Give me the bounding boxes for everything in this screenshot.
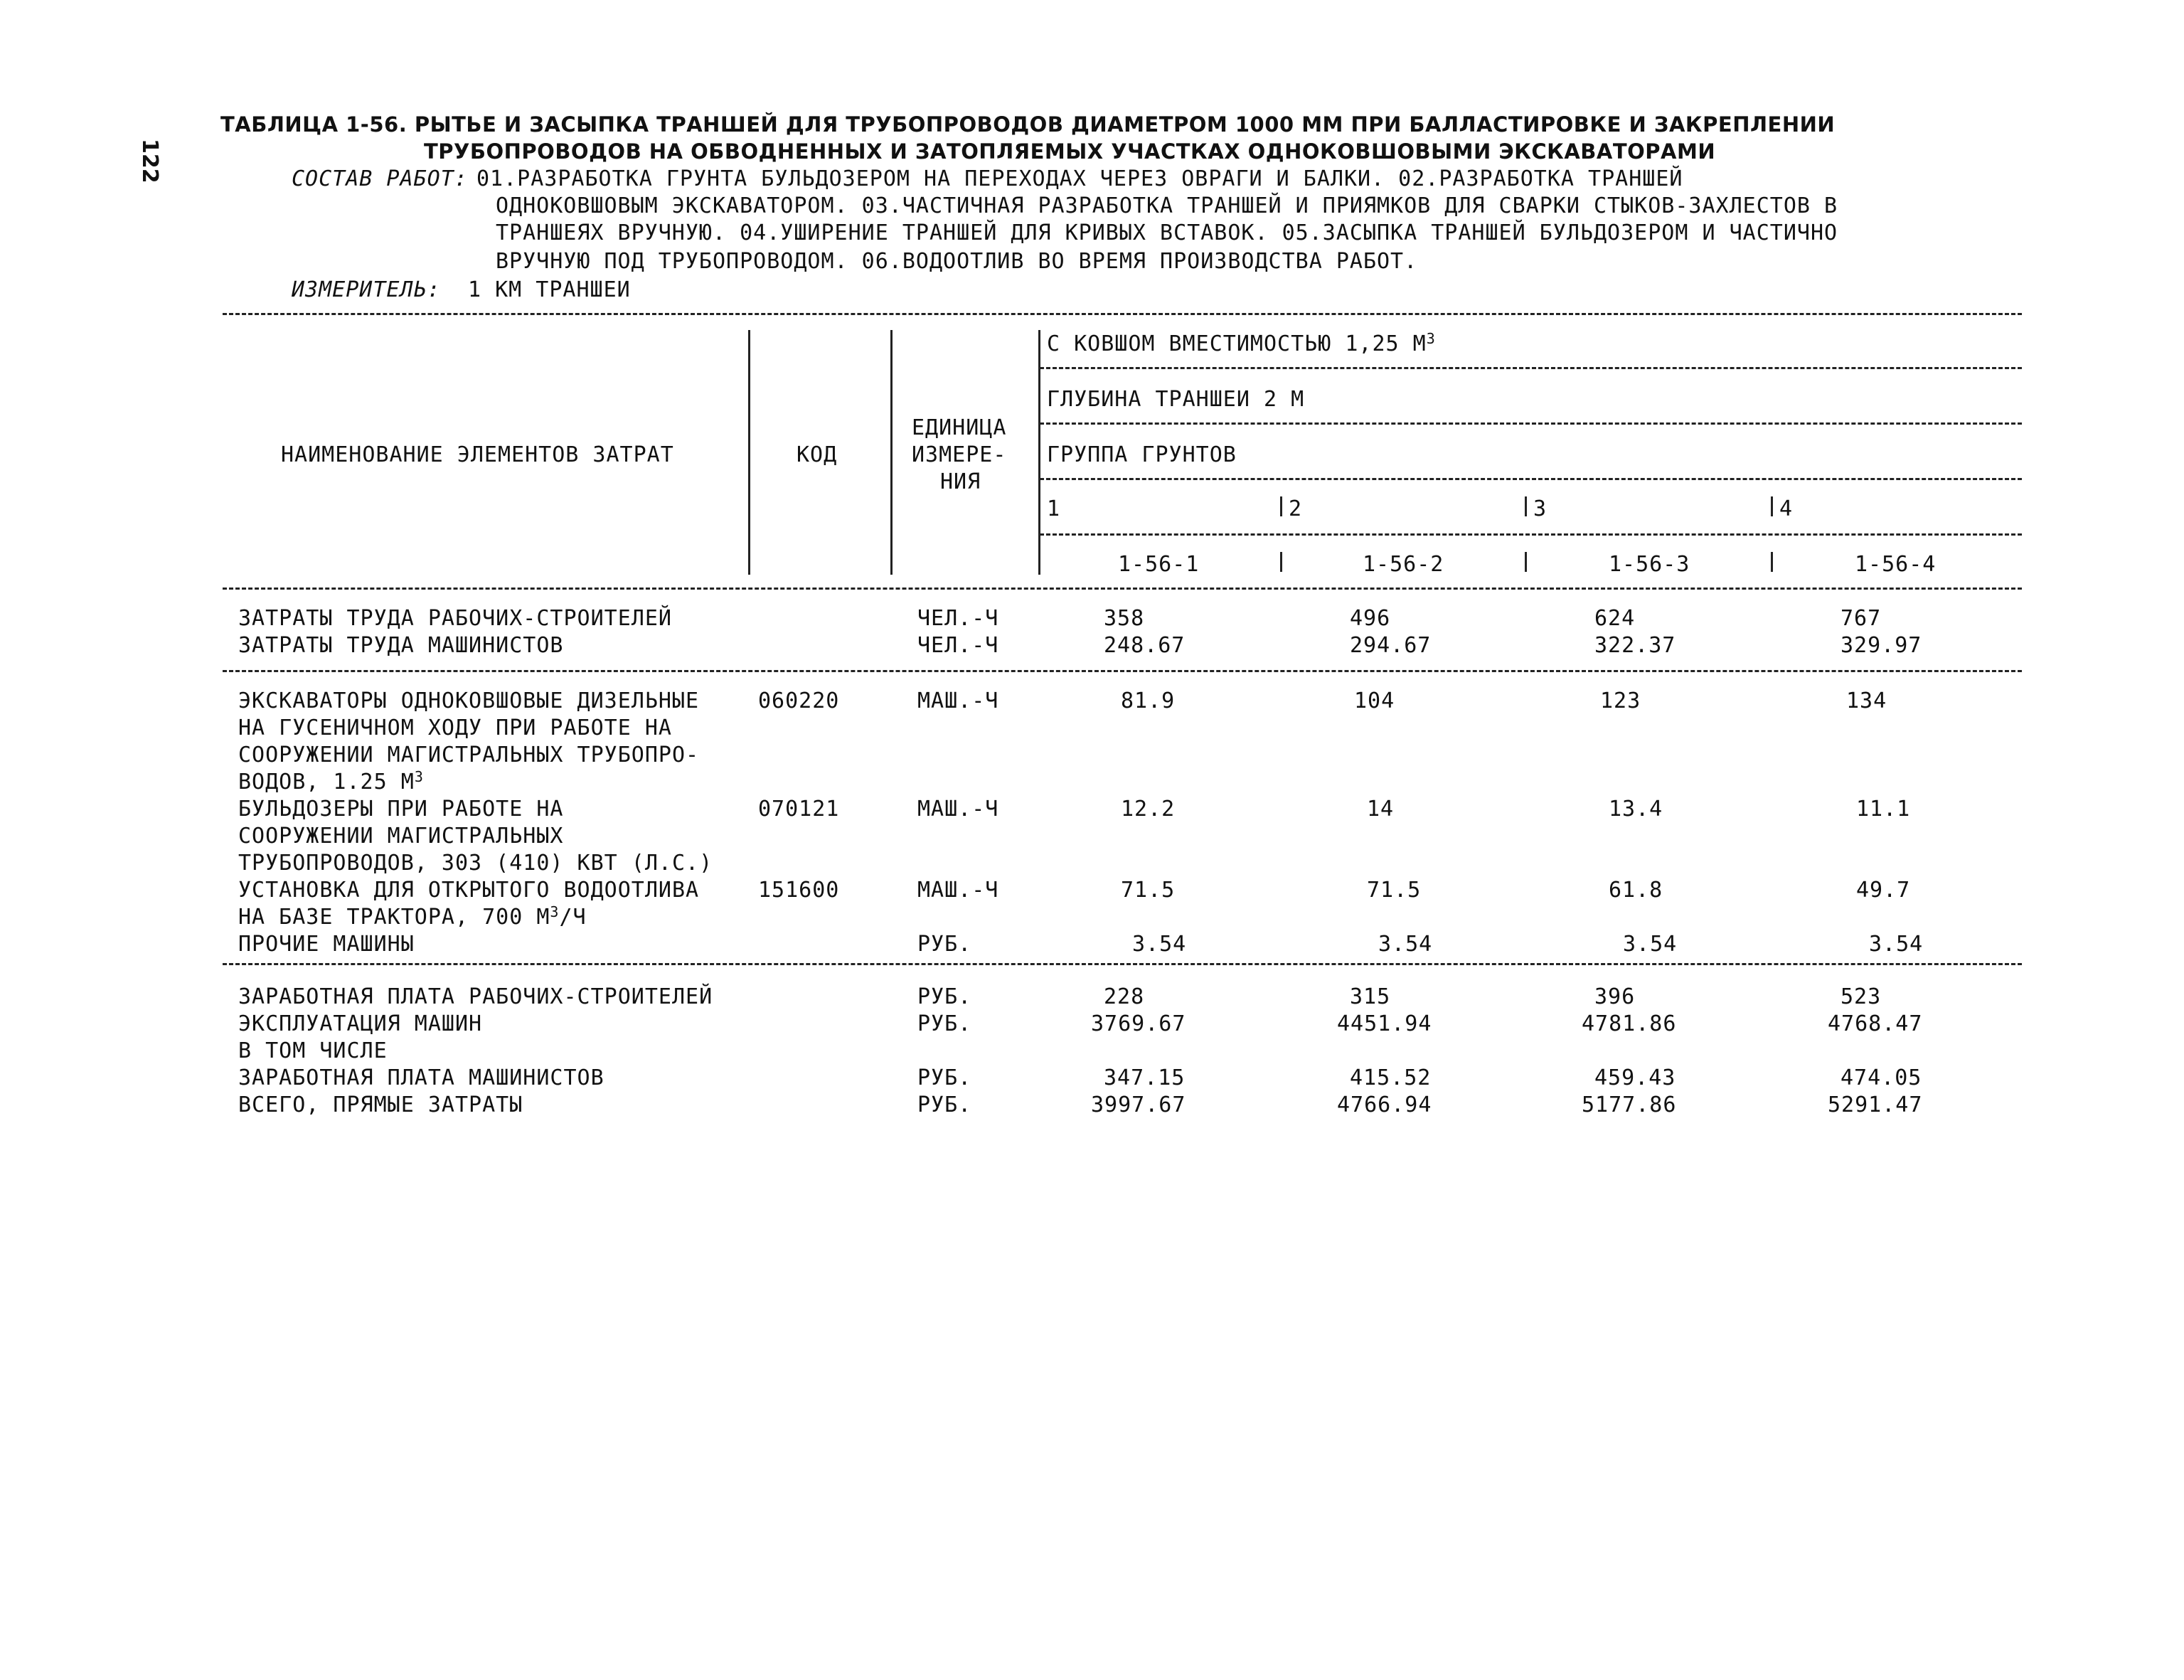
rule-header-bottom (223, 588, 2022, 590)
header-soil-group: ГРУППА ГРУНТОВ (1047, 442, 1237, 467)
cell-value: 4781.86 (1582, 1011, 1677, 1036)
cell-value: 71.5 (1367, 878, 1422, 903)
composition-line: ВРУЧНУЮ ПОД ТРУБОПРОВОДОМ. 06.ВОДООТЛИВ ВО ВРЕМЯ ПРОИЗВОДСТВА РАБОТ. (496, 249, 1418, 274)
row-unit: РУБ. (917, 984, 972, 1009)
group-number: 1 (1047, 496, 1061, 521)
cell-value: 14 (1367, 797, 1395, 822)
group-divider (1771, 496, 1773, 516)
composition-line: 01.РАЗРАБОТКА ГРУНТА БУЛЬДОЗЕРОМ НА ПЕРЕХОДАХ ЧЕРЕЗ ОВРАГИ И БАЛКИ. 02.РАЗРАБОТКА ТРАНШЕЙ (476, 166, 1683, 191)
row-code: 151600 (758, 878, 840, 903)
cell-value: 329.97 (1841, 633, 1922, 658)
row-name: ПРОЧИЕ МАШИНЫ (238, 932, 415, 957)
rule-section (223, 963, 2022, 965)
row-code: 070121 (758, 797, 840, 822)
composition-line: ОДНОКОВШОВЫМ ЭКСКАВАТОРОМ. 03.ЧАСТИЧНАЯ РАЗРАБОТКА ТРАНШЕЙ И ПРИЯМКОВ ДЛЯ СВАРКИ СТЫКОВ-ЗАХЛЕСТОВ В (496, 193, 1838, 218)
column-code: 1-56-2 (1363, 552, 1444, 577)
cell-value: 13.4 (1609, 797, 1663, 822)
composition-label: СОСТАВ РАБОТ: (292, 166, 468, 191)
row-name: В ТОМ ЧИСЛЕ (238, 1038, 388, 1063)
column-code: 1-56-3 (1609, 552, 1690, 577)
cell-value: 3.54 (1378, 932, 1433, 957)
row-name: ТРУБОПРОВОДОВ, 303 (410) КВТ (Л.С.) (238, 851, 713, 876)
code-divider (1771, 552, 1773, 572)
row-name: ЭКСКАВАТОРЫ ОДНОКОВШОВЫЕ ДИЗЕЛЬНЫЕ (238, 689, 700, 713)
row-unit: МАШ.-Ч (917, 689, 999, 713)
row-unit: ЧЕЛ.-Ч (917, 633, 999, 658)
measure-label: ИЗМЕРИТЕЛЬ: (292, 277, 441, 302)
rule-section (223, 670, 2022, 672)
cell-value: 11.1 (1856, 797, 1911, 822)
cell-value: 4766.94 (1337, 1092, 1432, 1117)
cell-value: 624 (1594, 606, 1636, 631)
row-name: БУЛЬДОЗЕРЫ ПРИ РАБОТЕ НА (238, 797, 564, 822)
header-depth: ГЛУБИНА ТРАНШЕИ 2 М (1047, 387, 1305, 412)
row-name: НА ГУСЕНИЧНОМ ХОДУ ПРИ РАБОТЕ НА (238, 716, 672, 740)
header-divider (748, 330, 750, 575)
cell-value: 3.54 (1132, 932, 1187, 957)
group-divider (1280, 496, 1282, 516)
cell-value: 5291.47 (1828, 1092, 1923, 1117)
cell-value: 81.9 (1121, 689, 1176, 713)
cell-value: 415.52 (1350, 1065, 1432, 1090)
cell-value: 4451.94 (1337, 1011, 1432, 1036)
row-unit: РУБ. (917, 1011, 972, 1036)
table-title-line1: ТАБЛИЦА 1-56. РЫТЬЕ И ЗАСЫПКА ТРАНШЕЙ ДЛЯ ТРУБОПРОВОДОВ ДИАМЕТРОМ 1000 ММ ПРИ БАЛЛАСТИРОВКЕ И ЗАКРЕПЛЕНИИ (220, 112, 1836, 137)
cell-value: 347.15 (1104, 1065, 1186, 1090)
rule-header (1040, 478, 2022, 480)
header-unit: НИЯ (940, 469, 981, 494)
row-unit: РУБ. (917, 1065, 972, 1090)
row-name: УСТАНОВКА ДЛЯ ОТКРЫТОГО ВОДООТЛИВА (238, 878, 700, 903)
cell-value: 3.54 (1623, 932, 1678, 957)
cell-value: 134 (1846, 689, 1887, 713)
cell-value: 358 (1104, 606, 1145, 631)
rule-header (1040, 367, 2022, 369)
composition-line: ТРАНШЕЯХ ВРУЧНУЮ. 04.УШИРЕНИЕ ТРАНШЕЙ ДЛЯ КРИВЫХ ВСТАВОК. 05.ЗАСЫПКА ТРАНШЕЙ БУЛЬДОЗЕРОМ И ЧАСТИЧНО (496, 220, 1838, 245)
row-name: ВОДОВ, 1.25 $М^3$ (238, 768, 424, 794)
cell-value: 71.5 (1121, 878, 1176, 903)
header-divider (1038, 330, 1040, 575)
cell-value: 3997.67 (1091, 1092, 1186, 1117)
row-name: ЗАТРАТЫ ТРУДА МАШИНИСТОВ (238, 633, 564, 658)
cell-value: 123 (1600, 689, 1641, 713)
header-unit: ИЗМЕРЕ- (912, 442, 1007, 467)
code-divider (1280, 552, 1282, 572)
cell-value: 248.67 (1104, 633, 1186, 658)
cell-value: 61.8 (1609, 878, 1663, 903)
row-unit: МАШ.-Ч (917, 878, 999, 903)
cell-value: 5177.86 (1582, 1092, 1677, 1117)
row-unit: РУБ. (917, 1092, 972, 1117)
cell-value: 4768.47 (1828, 1011, 1923, 1036)
column-code: 1-56-4 (1855, 552, 1937, 577)
table-title-line2: ТРУБОПРОВОДОВ НА ОБВОДНЕННЫХ И ЗАТОПЛЯЕМЫХ УЧАСТКАХ ОДНОКОВШОВЫМИ ЭКСКАВАТОРАМИ (424, 139, 1716, 164)
rule-header (1040, 422, 2022, 425)
cell-value: 3769.67 (1091, 1011, 1186, 1036)
cell-value: 322.37 (1594, 633, 1676, 658)
header-bucket: С КОВШОМ ВМЕСТИМОСТЬЮ 1,25 $М^3$ (1047, 330, 1436, 356)
cell-value: 496 (1350, 606, 1391, 631)
row-name: СООРУЖЕНИИ МАГИСТРАЛЬНЫХ ТРУБОПРО- (238, 743, 700, 767)
row-code: 060220 (758, 689, 840, 713)
group-number: 3 (1533, 496, 1548, 521)
cell-value: 12.2 (1121, 797, 1176, 822)
header-unit: ЕДИНИЦА (912, 415, 1007, 440)
row-name: СООРУЖЕНИИ МАГИСТРАЛЬНЫХ (238, 824, 564, 849)
row-unit: РУБ. (917, 932, 972, 957)
row-unit: МАШ.-Ч (917, 797, 999, 822)
row-name: ЭКСПЛУАТАЦИЯ МАШИН (238, 1011, 483, 1036)
column-code: 1-56-1 (1118, 552, 1200, 577)
cell-value: 523 (1841, 984, 1882, 1009)
row-name: НА БАЗЕ ТРАКТОРА, 700 $М^3/Ч$ (238, 903, 587, 930)
row-unit: ЧЕЛ.-Ч (917, 606, 999, 631)
cell-value: 104 (1354, 689, 1395, 713)
measure-value: 1 КМ ТРАНШЕИ (468, 277, 631, 302)
cell-value: 474.05 (1841, 1065, 1922, 1090)
row-name: ВСЕГО, ПРЯМЫЕ ЗАТРАТЫ (238, 1092, 523, 1117)
rule-header (1040, 533, 2022, 536)
cell-value: 315 (1350, 984, 1391, 1009)
cell-value: 3.54 (1869, 932, 1924, 957)
cell-value: 228 (1104, 984, 1145, 1009)
cell-value: 767 (1841, 606, 1882, 631)
row-name: ЗАРАБОТНАЯ ПЛАТА РАБОЧИХ-СТРОИТЕЛЕЙ (238, 984, 713, 1009)
group-number: 4 (1779, 496, 1794, 521)
header-name: НАИМЕНОВАНИЕ ЭЛЕМЕНТОВ ЗАТРАТ (281, 442, 674, 467)
rule-top (223, 313, 2022, 315)
cell-value: 294.67 (1350, 633, 1432, 658)
cell-value: 49.7 (1856, 878, 1911, 903)
row-name: ЗАРАБОТНАЯ ПЛАТА МАШИНИСТОВ (238, 1065, 604, 1090)
header-code: КОД (797, 442, 838, 467)
cell-value: 396 (1594, 984, 1636, 1009)
header-divider (890, 330, 893, 575)
row-name: ЗАТРАТЫ ТРУДА РАБОЧИХ-СТРОИТЕЛЕЙ (238, 606, 672, 631)
code-divider (1525, 552, 1527, 572)
group-number: 2 (1289, 496, 1303, 521)
cell-value: 459.43 (1594, 1065, 1676, 1090)
page-number: 122 (137, 139, 162, 184)
group-divider (1525, 496, 1527, 516)
